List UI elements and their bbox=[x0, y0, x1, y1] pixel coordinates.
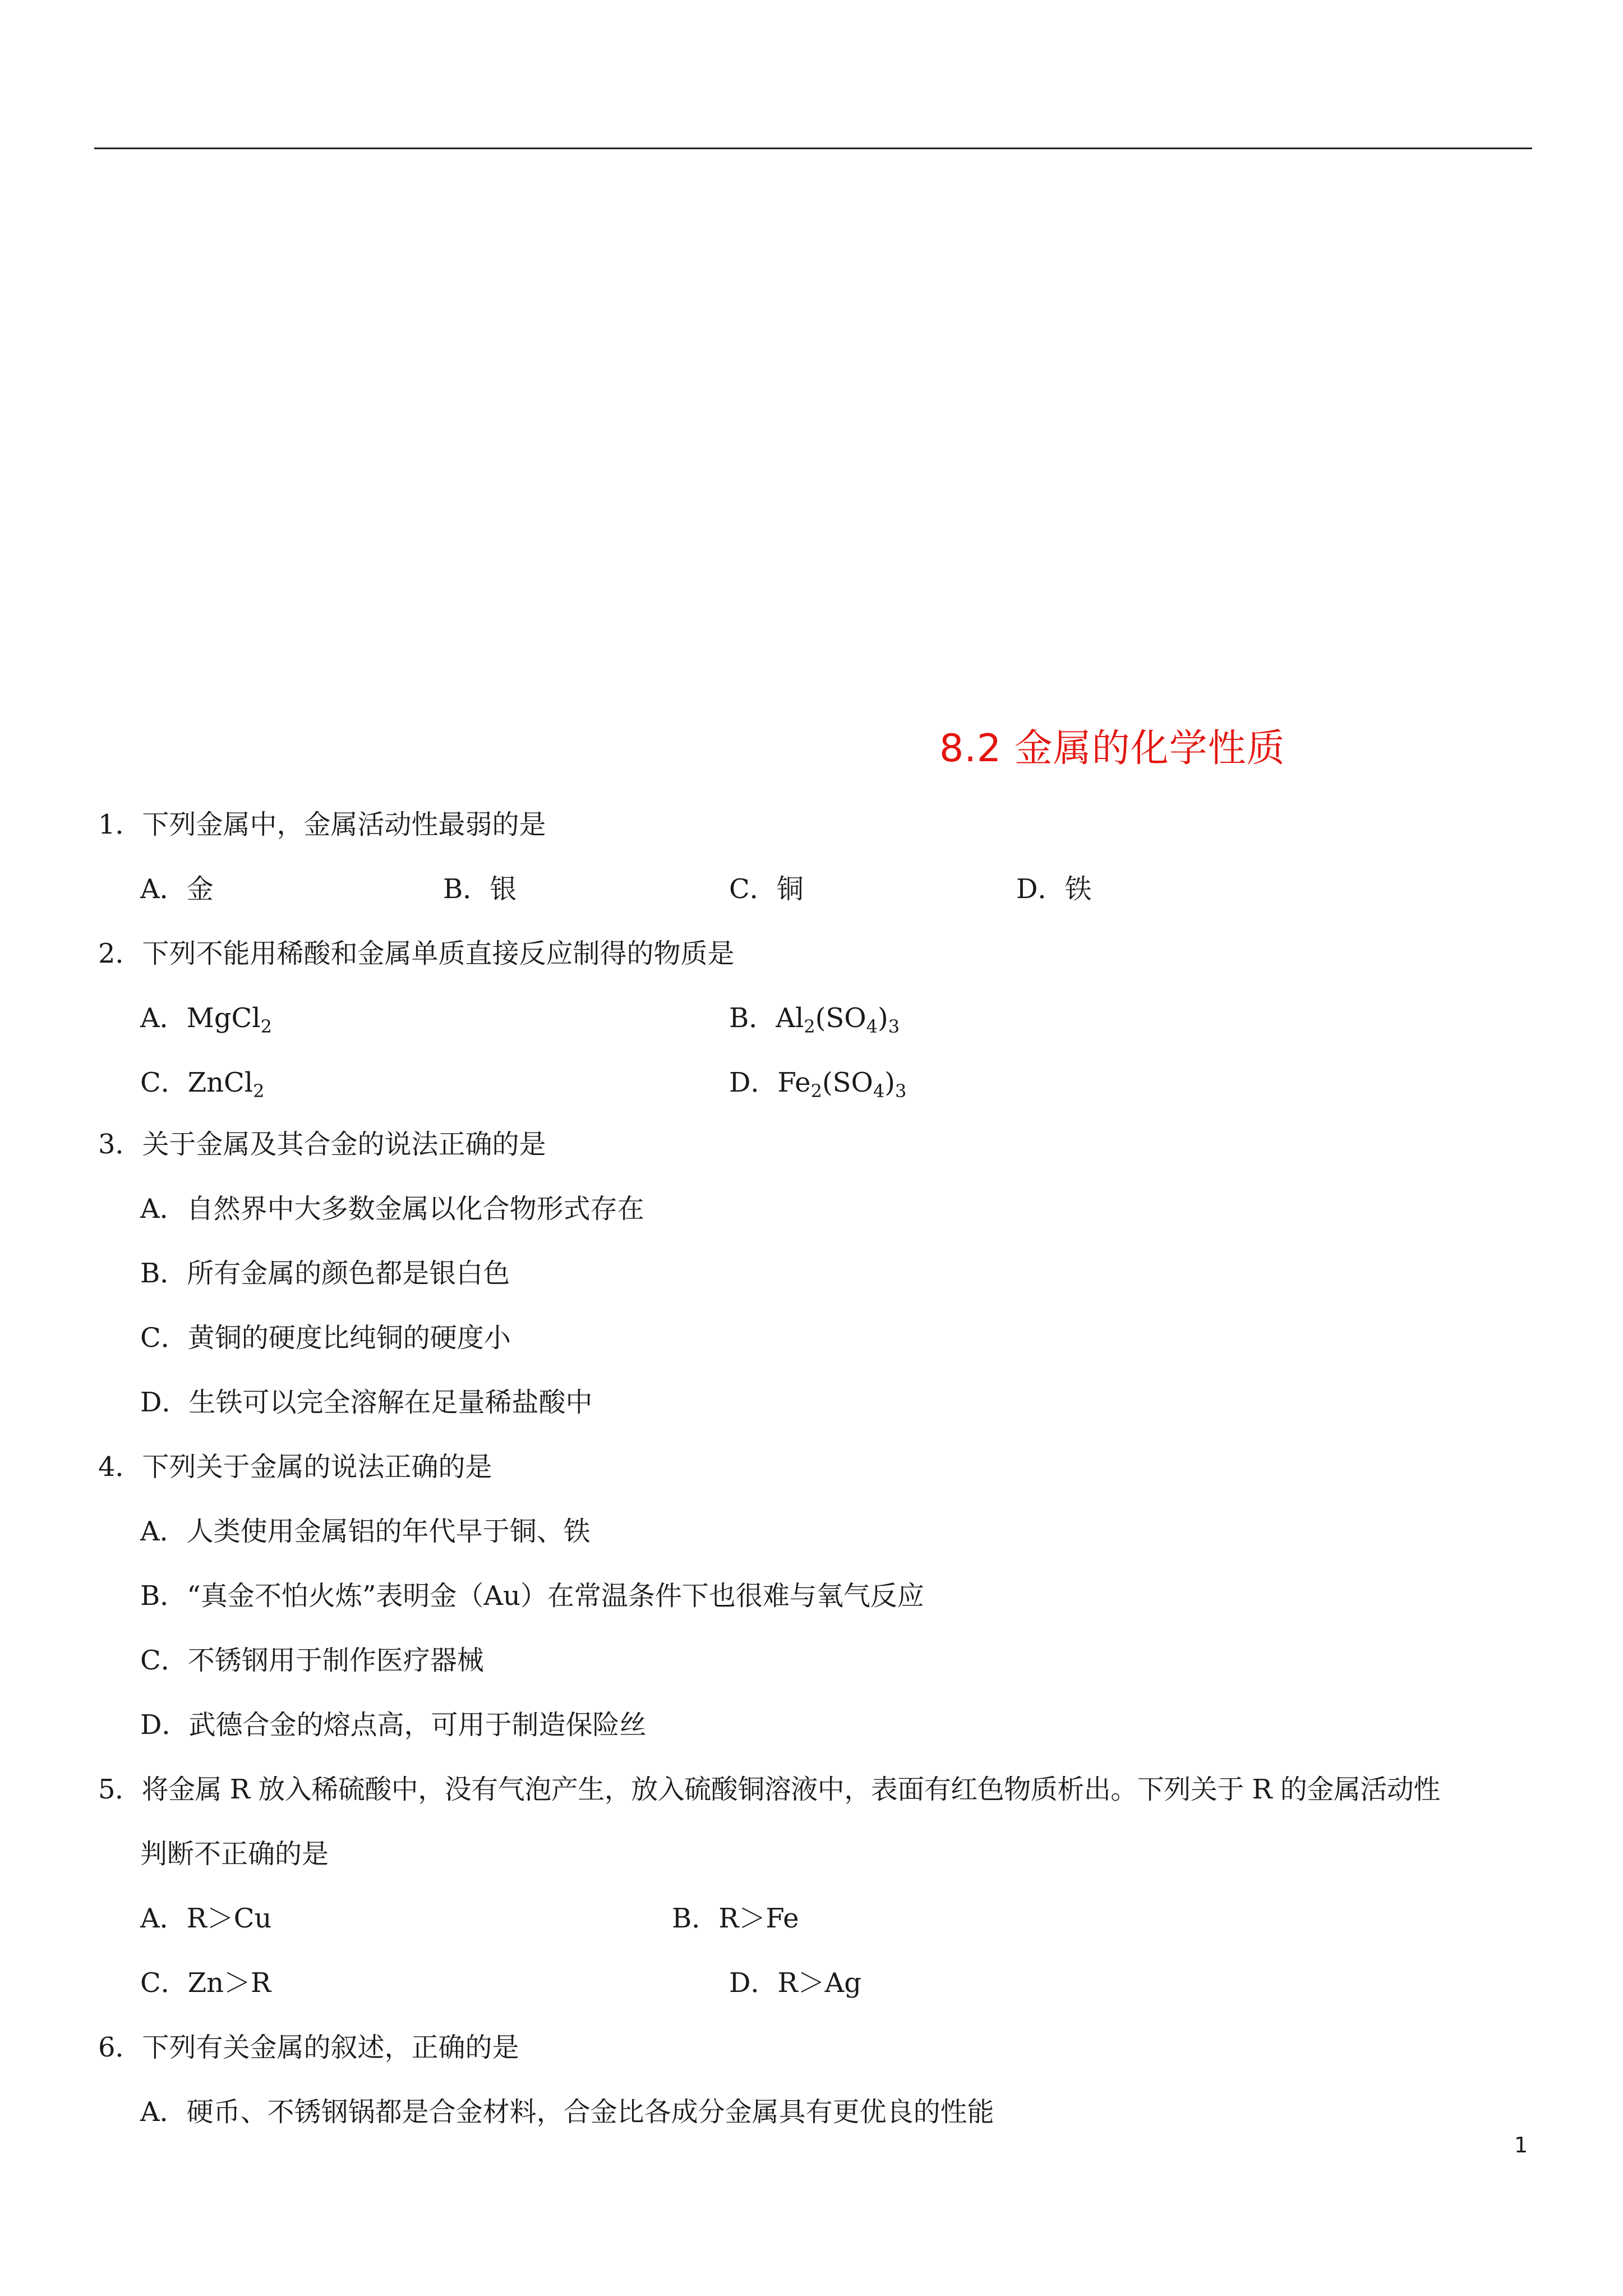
page-number: 1 bbox=[1514, 2133, 1528, 2157]
question-2-option-c: C．ZnCl$_2$ bbox=[140, 1067, 265, 1102]
question-4-option-a: A．人类使用金属铝的年代早于铜、铁 bbox=[140, 1516, 591, 1547]
question-4-stem: 4．下列关于金属的说法正确的是 bbox=[98, 1451, 492, 1483]
question-3-stem: 3．关于金属及其合金的说法正确的是 bbox=[98, 1129, 546, 1160]
question-1-option-b: B．银 bbox=[443, 873, 517, 905]
question-5-option-d: D．R＞Ag bbox=[729, 1967, 862, 1999]
question-4-option-b: B．“真金不怕火炼”表明金（Au）在常温条件下也很难与氧气反应 bbox=[140, 1580, 924, 1612]
question-5-stem-line-1: 5．将金属 R 放入稀硫酸中，没有气泡产生，放入硫酸铜溶液中，表面有红色物质析出。下列关于 R 的金属活动性 bbox=[98, 1774, 1440, 1805]
question-5-option-b: B．R＞Fe bbox=[672, 1903, 799, 1934]
question-3-option-c: C．黄铜的硬度比纯铜的硬度小 bbox=[140, 1322, 511, 1354]
header-rule bbox=[94, 148, 1532, 149]
question-6-option-a: A．硬币、不锈钢锅都是合金材料，合金比各成分金属具有更优良的性能 bbox=[140, 2096, 994, 2128]
question-3-option-d: D．生铁可以完全溶解在足量稀盐酸中 bbox=[140, 1387, 593, 1418]
question-3-option-a: A．自然界中大多数金属以化合物形式存在 bbox=[140, 1193, 644, 1225]
question-1-option-d: D．铁 bbox=[1016, 873, 1092, 905]
question-4-option-d: D．武德合金的熔点高，可用于制造保险丝 bbox=[140, 1709, 647, 1741]
question-2-option-d: D．$Fe_2(SO_4)_3$ bbox=[729, 1067, 907, 1102]
question-5-option-a: A．R＞Cu bbox=[140, 1903, 272, 1934]
question-3-option-b: B．所有金属的颜色都是银白色 bbox=[140, 1258, 510, 1289]
question-2-option-b: B．$Al_2(SO_4)_3$ bbox=[729, 1002, 900, 1037]
question-1-option-c: C．铜 bbox=[729, 873, 804, 905]
question-1-stem: 1．下列金属中，金属活动性最弱的是 bbox=[98, 809, 546, 840]
question-1-option-a: A．金 bbox=[140, 873, 214, 905]
question-2-stem: 2．下列不能用稀酸和金属单质直接反应制得的物质是 bbox=[98, 938, 735, 969]
question-2-option-a: A．MgCl$_2$ bbox=[140, 1002, 272, 1037]
question-6-stem: 6．下列有关金属的叙述，正确的是 bbox=[98, 2032, 519, 2063]
question-4-option-c: C．不锈钢用于制作医疗器械 bbox=[140, 1645, 484, 1676]
page-title: 8.2 金属的化学性质 bbox=[939, 726, 1285, 771]
question-5-stem-line-2: 判断不正确的是 bbox=[140, 1838, 329, 1870]
question-5-option-c: C．Zn＞R bbox=[140, 1967, 271, 1999]
